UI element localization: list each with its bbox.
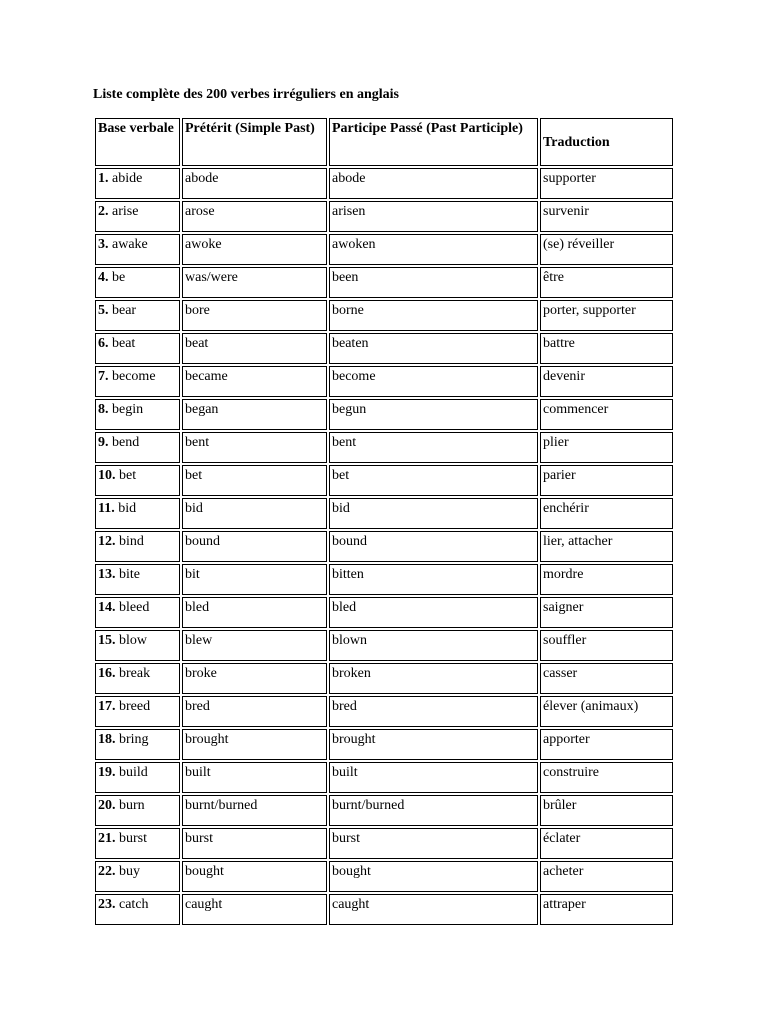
cell-traduction: mordre [540, 564, 673, 595]
cell-traduction: construire [540, 762, 673, 793]
cell-base-verbale [95, 597, 180, 628]
row-number: 8. [98, 402, 109, 417]
cell-preterit: bid [182, 498, 327, 529]
cell-participe-passe: bet [329, 465, 538, 496]
cell-base-verbale [95, 465, 180, 496]
cell-participe-passe: blown [329, 630, 538, 661]
cell-preterit: beat [182, 333, 327, 364]
cell-participe-passe: burst [329, 828, 538, 859]
cell-participe-passe: bid [329, 498, 538, 529]
cell-base-verbale [95, 564, 180, 595]
cell-traduction: souffler [540, 630, 673, 661]
cell-traduction: apporter [540, 729, 673, 760]
row-number: 7. [98, 369, 109, 384]
table-row [95, 795, 673, 826]
row-number: 1. [98, 171, 109, 186]
table-header-row [95, 118, 673, 166]
cell-traduction: élever (animaux) [540, 696, 673, 727]
cell-preterit: blew [182, 630, 327, 661]
cell-preterit: burst [182, 828, 327, 859]
cell-participe-passe: broken [329, 663, 538, 694]
table-body [95, 118, 673, 925]
table-row [95, 168, 673, 199]
cell-preterit: caught [182, 894, 327, 925]
cell-participe-passe: built [329, 762, 538, 793]
cell-preterit: bought [182, 861, 327, 892]
base-verb: catch [119, 897, 149, 912]
cell-traduction: battre [540, 333, 673, 364]
cell-traduction: être [540, 267, 673, 298]
base-verb: build [119, 765, 148, 780]
cell-base-verbale [95, 762, 180, 793]
table-row [95, 564, 673, 595]
cell-traduction: porter, supporter [540, 300, 673, 331]
cell-base-verbale [95, 498, 180, 529]
cell-participe-passe: brought [329, 729, 538, 760]
table-row [95, 597, 673, 628]
table-row [95, 366, 673, 397]
header-base-verbale: Base verbale [95, 118, 180, 166]
row-number: 15. [98, 633, 116, 648]
base-verb: burst [119, 831, 147, 846]
cell-participe-passe: bled [329, 597, 538, 628]
cell-preterit: abode [182, 168, 327, 199]
table-row [95, 201, 673, 232]
base-verb: burn [119, 798, 145, 813]
row-number: 2. [98, 204, 109, 219]
irregular-verbs-table [93, 116, 675, 927]
cell-preterit: brought [182, 729, 327, 760]
cell-participe-passe: bought [329, 861, 538, 892]
base-verb: arise [112, 204, 139, 219]
cell-traduction: commencer [540, 399, 673, 430]
base-verb: begin [112, 402, 144, 417]
row-number: 9. [98, 435, 109, 450]
base-verb: bind [119, 534, 144, 549]
cell-base-verbale [95, 861, 180, 892]
cell-preterit: bent [182, 432, 327, 463]
table-row [95, 894, 673, 925]
row-number: 5. [98, 303, 109, 318]
cell-traduction: (se) réveiller [540, 234, 673, 265]
cell-traduction: acheter [540, 861, 673, 892]
base-verb: bleed [119, 600, 150, 615]
cell-base-verbale [95, 432, 180, 463]
cell-participe-passe: borne [329, 300, 538, 331]
table-row [95, 267, 673, 298]
cell-participe-passe: arisen [329, 201, 538, 232]
cell-traduction: éclater [540, 828, 673, 859]
base-verb: become [112, 369, 156, 384]
cell-participe-passe: caught [329, 894, 538, 925]
cell-preterit: arose [182, 201, 327, 232]
cell-base-verbale [95, 729, 180, 760]
table-row [95, 333, 673, 364]
row-number: 6. [98, 336, 109, 351]
table-row [95, 300, 673, 331]
cell-preterit: bred [182, 696, 327, 727]
cell-traduction: enchérir [540, 498, 673, 529]
header-preterit: Prétérit (Simple Past) [182, 118, 327, 166]
table-row [95, 432, 673, 463]
cell-base-verbale [95, 300, 180, 331]
base-verb: awake [112, 237, 148, 252]
cell-traduction: devenir [540, 366, 673, 397]
cell-base-verbale [95, 696, 180, 727]
row-number: 3. [98, 237, 109, 252]
table-row [95, 630, 673, 661]
base-verb: bring [119, 732, 149, 747]
row-number: 12. [98, 534, 116, 549]
base-verb: breed [119, 699, 151, 714]
base-verb: blow [119, 633, 147, 648]
cell-traduction: plier [540, 432, 673, 463]
row-number: 16. [98, 666, 116, 681]
cell-base-verbale [95, 234, 180, 265]
base-verb: beat [112, 336, 136, 351]
cell-participe-passe: bred [329, 696, 538, 727]
base-verb: bear [112, 303, 137, 318]
table-row [95, 465, 673, 496]
cell-preterit: burnt/burned [182, 795, 327, 826]
cell-base-verbale [95, 894, 180, 925]
cell-preterit: built [182, 762, 327, 793]
table-row [95, 696, 673, 727]
cell-participe-passe: begun [329, 399, 538, 430]
base-verb: break [119, 666, 151, 681]
cell-preterit: was/were [182, 267, 327, 298]
cell-base-verbale [95, 630, 180, 661]
cell-participe-passe: bound [329, 531, 538, 562]
header-participe-passe: Participe Passé (Past Participle) [329, 118, 538, 166]
cell-preterit: bore [182, 300, 327, 331]
cell-preterit: bound [182, 531, 327, 562]
base-verb: bid [118, 501, 137, 516]
row-number: 23. [98, 897, 116, 912]
cell-traduction: attraper [540, 894, 673, 925]
table-row [95, 729, 673, 760]
cell-preterit: broke [182, 663, 327, 694]
cell-traduction: supporter [540, 168, 673, 199]
cell-preterit: bet [182, 465, 327, 496]
base-verb: abide [112, 171, 143, 186]
cell-preterit: bled [182, 597, 327, 628]
cell-base-verbale [95, 366, 180, 397]
cell-traduction: casser [540, 663, 673, 694]
cell-traduction: saigner [540, 597, 673, 628]
table-row [95, 399, 673, 430]
cell-base-verbale [95, 399, 180, 430]
cell-base-verbale [95, 168, 180, 199]
table-row [95, 663, 673, 694]
cell-participe-passe: been [329, 267, 538, 298]
row-number: 10. [98, 468, 116, 483]
base-verb: bite [119, 567, 140, 582]
row-number: 4. [98, 270, 109, 285]
row-number: 13. [98, 567, 116, 582]
cell-preterit: awoke [182, 234, 327, 265]
row-number: 19. [98, 765, 116, 780]
table-row [95, 234, 673, 265]
row-number: 21. [98, 831, 116, 846]
cell-participe-passe: awoken [329, 234, 538, 265]
cell-preterit: became [182, 366, 327, 397]
table-row [95, 861, 673, 892]
table-row [95, 762, 673, 793]
row-number: 22. [98, 864, 116, 879]
cell-participe-passe: bent [329, 432, 538, 463]
base-verb: bend [112, 435, 140, 450]
row-number: 18. [98, 732, 116, 747]
cell-traduction: brûler [540, 795, 673, 826]
table-row [95, 828, 673, 859]
base-verb: be [112, 270, 126, 285]
cell-base-verbale [95, 663, 180, 694]
cell-traduction: parier [540, 465, 673, 496]
cell-base-verbale [95, 795, 180, 826]
cell-preterit: bit [182, 564, 327, 595]
page-title: Liste complète des 200 verbes irréguliers en anglais [93, 87, 400, 102]
cell-participe-passe: burnt/burned [329, 795, 538, 826]
base-verb: bet [119, 468, 137, 483]
cell-base-verbale [95, 333, 180, 364]
cell-base-verbale [95, 201, 180, 232]
cell-participe-passe: bitten [329, 564, 538, 595]
table-row [95, 531, 673, 562]
row-number: 17. [98, 699, 116, 714]
cell-base-verbale [95, 531, 180, 562]
row-number: 20. [98, 798, 116, 813]
cell-traduction: survenir [540, 201, 673, 232]
base-verb: buy [119, 864, 140, 879]
row-number: 14. [98, 600, 116, 615]
table-row [95, 498, 673, 529]
cell-base-verbale [95, 267, 180, 298]
cell-base-verbale [95, 828, 180, 859]
cell-traduction: lier, attacher [540, 531, 673, 562]
cell-preterit: began [182, 399, 327, 430]
cell-participe-passe: abode [329, 168, 538, 199]
cell-participe-passe: beaten [329, 333, 538, 364]
header-traduction: Traduction [540, 118, 673, 166]
cell-participe-passe: become [329, 366, 538, 397]
row-number: 11. [98, 501, 115, 516]
